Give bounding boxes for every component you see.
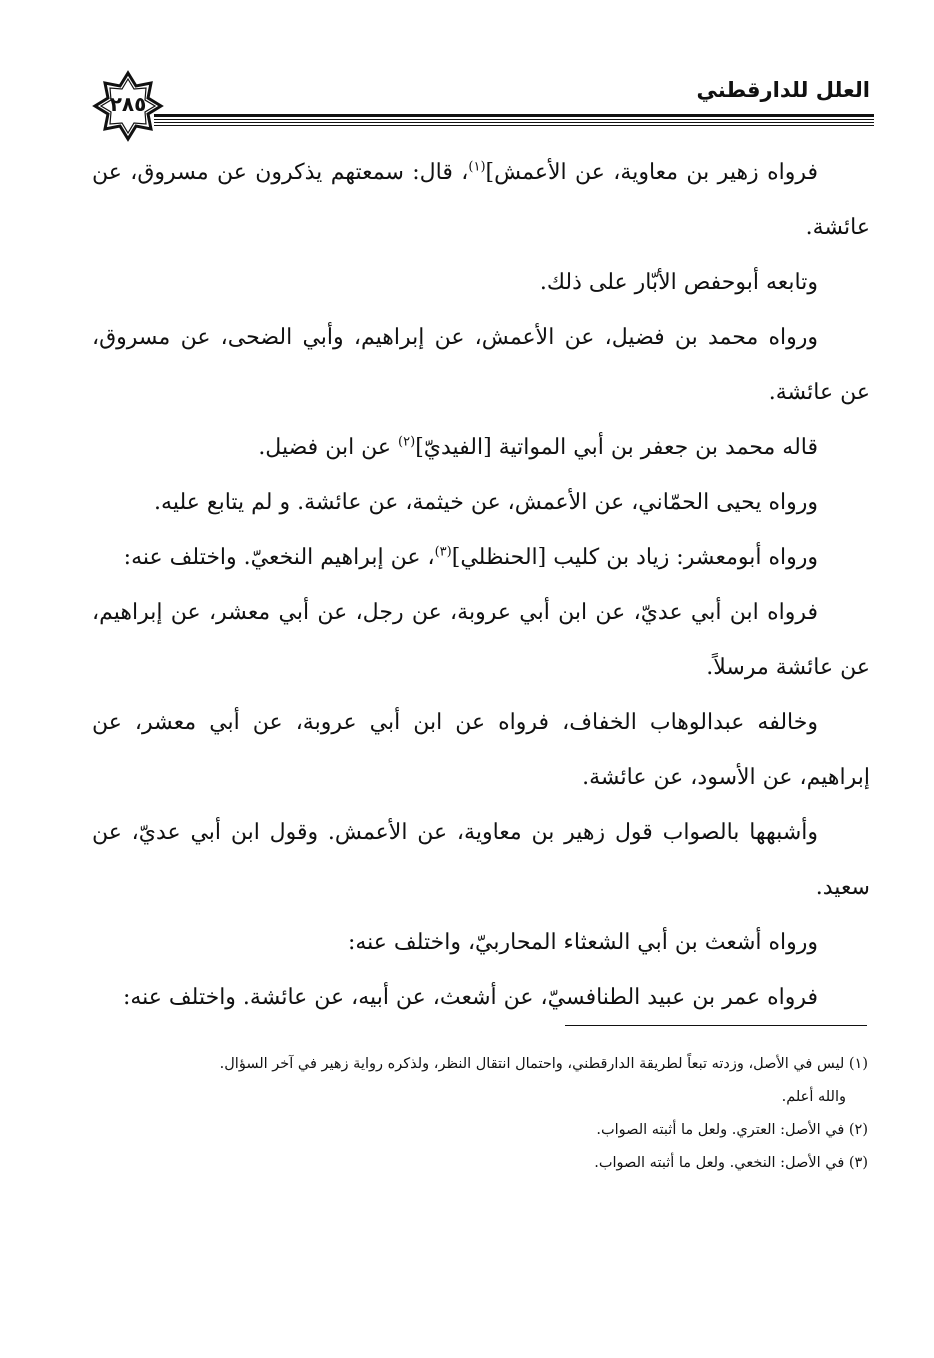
paragraph	[92, 805, 870, 915]
paragraph	[92, 915, 870, 970]
paragraph-text: ، عن إبراهيم النخعيّ. واختلف عنه:	[123, 545, 435, 570]
paragraph-text: وأشبهها بالصواب قول زهير بن معاوية، عن الأعمش. وقول ابن أبي عديّ، عن سعيد.	[92, 820, 870, 900]
footnote-marker: (٣)	[434, 544, 452, 560]
paragraph-text: قاله محمد بن جعفر بن أبي المواتية [الفيديّ]	[415, 435, 818, 460]
paragraph	[92, 970, 870, 1025]
paragraph-text: ورواه يحيى الحمّاني، عن الأعمش، عن خيثمة، عن عائشة. و لم يتابع عليه.	[154, 490, 818, 515]
paragraph	[92, 255, 870, 310]
footnote-continuation: والله أعلم.	[781, 1089, 846, 1105]
page-number-badge	[92, 70, 164, 142]
paragraph-text: ، قال: سمعتهم يذكرون عن مسروق، عن عائشة.	[92, 160, 870, 240]
footnote-marker: (٢)	[398, 434, 416, 450]
footnote: (١) ليس في الأصل، وزدته تبعاً لطريقة الدارقطني، واحتمال انتقال النظر، ولذكره رواية زهير في آخر السؤال.	[219, 1056, 868, 1072]
footnote: (٣) في الأصل: النخعي. ولعل ما أثبته الصواب.	[594, 1155, 868, 1171]
page-header	[92, 70, 874, 140]
paragraph-text: وخالفه عبدالوهاب الخفاف، فرواه عن ابن أبي عروبة، عن أبي معشر، عن إبراهيم، عن الأسود، عن عائشة.	[92, 710, 870, 790]
header-rule	[154, 119, 874, 120]
paragraph	[92, 530, 870, 585]
book-title: العلل للدارقطني	[696, 78, 870, 102]
header-rule	[154, 114, 874, 117]
page-number: ٢٨٥	[109, 92, 147, 116]
paragraph	[92, 585, 870, 695]
paragraph-text: ورواه محمد بن فضيل، عن الأعمش، عن إبراهيم، وأبي الضحى، عن مسروق، عن عائشة.	[92, 325, 870, 405]
paragraph	[92, 310, 870, 420]
main-text	[92, 145, 870, 1025]
paragraph	[92, 695, 870, 805]
paragraph-text: فرواه عمر بن عبيد الطنافسيّ، عن أشعث، عن أبيه، عن عائشة. واختلف عنه:	[122, 985, 818, 1010]
header-rule	[154, 122, 874, 123]
paragraph	[92, 145, 870, 255]
header-rule	[154, 125, 874, 126]
paragraph-text: عن ابن فضيل.	[258, 435, 399, 460]
paragraph	[92, 420, 870, 475]
footnote-marker: (١)	[468, 159, 486, 175]
paragraph-text: فرواه ابن أبي عديّ، عن ابن أبي عروبة، عن رجل، عن أبي معشر، عن إبراهيم، عن عائشة مرسلاً.	[92, 600, 870, 680]
footnote: (٢) في الأصل: العتري. ولعل ما أثبته الصواب.	[596, 1122, 868, 1138]
paragraph-text: فرواه زهير بن معاوية، عن الأعمش]	[485, 160, 818, 185]
paragraph-text: وتابعه أبوحفص الأبّار على ذلك.	[539, 270, 818, 295]
paragraph	[92, 475, 870, 530]
paragraph-text: ورواه أشعث بن أبي الشعثاء المحاربيّ، واختلف عنه:	[347, 930, 818, 955]
paragraph-text: ورواه أبومعشر: زياد بن كليب [الحنظلي]	[451, 545, 818, 570]
footnote-separator	[565, 1025, 867, 1026]
footnotes	[92, 1048, 868, 1180]
